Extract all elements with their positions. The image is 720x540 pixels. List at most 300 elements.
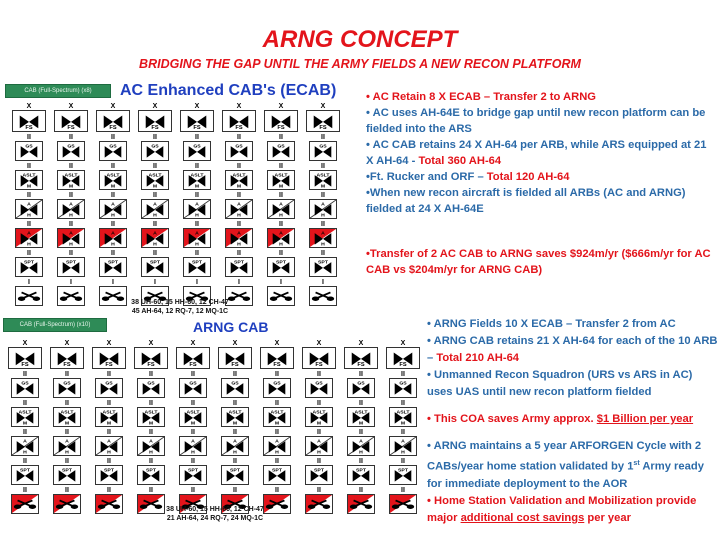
echelon-marker: II [233, 400, 237, 407]
unit-symbol-aslt [176, 163, 218, 190]
svg-text:ASLT: ASLT [396, 409, 410, 416]
svg-text:A: A [65, 438, 69, 445]
rotary-wing-icon [11, 436, 39, 456]
rotary-wing-icon [57, 170, 85, 190]
echelon-marker: II [153, 221, 157, 228]
rotary-wing-icon [305, 378, 333, 398]
svg-text:GS: GS [235, 143, 243, 150]
rotary-wing-icon [54, 110, 88, 132]
echelon-marker: II [275, 487, 279, 494]
unit-symbol-gs [88, 371, 130, 398]
rotary-wing-icon [137, 436, 165, 456]
svg-text:SPT: SPT [188, 467, 198, 474]
echelon-marker: II [317, 487, 321, 494]
echelon-marker: II [69, 163, 73, 170]
svg-text:H: H [233, 449, 237, 455]
rotary-wing-icon [95, 378, 123, 398]
rotary-wing-icon [141, 199, 169, 219]
rotary-wing-icon [302, 347, 336, 369]
echelon-marker: X [400, 340, 406, 347]
svg-text:ASLT: ASLT [64, 172, 78, 179]
svg-text:FS: FS [189, 362, 197, 368]
echelon-marker: X [278, 103, 284, 110]
rotary-wing-icon [179, 436, 207, 456]
echelon-marker: II [321, 192, 325, 199]
unit-symbol-gs [50, 134, 92, 161]
svg-text:H: H [191, 449, 195, 455]
echelon-marker: X [152, 103, 158, 110]
echelon-marker: II [27, 134, 31, 141]
rotary-wing-icon [57, 199, 85, 219]
echelon-marker: II [237, 163, 241, 170]
rotary-wing-icon [15, 199, 43, 219]
svg-text:H: H [27, 212, 31, 218]
rotary-wing-icon [267, 199, 295, 219]
unit-symbol-spt [4, 458, 46, 485]
rotary-wing-icon [344, 347, 378, 369]
svg-text:FS: FS [193, 125, 201, 131]
unit-symbol-a [172, 429, 214, 456]
svg-text:SPT: SPT [398, 467, 408, 474]
rotary-wing-icon [15, 228, 43, 248]
svg-text:H: H [195, 241, 199, 247]
echelon-marker: II [65, 487, 69, 494]
unit-symbol-a [50, 221, 92, 248]
ecab-note-3-total: Total 360 AH-64 [418, 155, 502, 167]
unit-symbol-a [302, 221, 344, 248]
unit-symbol-fs [382, 340, 424, 369]
echelon-marker: II [401, 400, 405, 407]
rotary-wing-icon [267, 170, 295, 190]
unit-symbol-spt [340, 458, 382, 485]
svg-text:ASLT: ASLT [270, 409, 284, 416]
svg-text:M: M [148, 420, 154, 426]
echelon-marker: II [27, 250, 31, 257]
svg-text:ASLT: ASLT [274, 172, 288, 179]
rotary-wing-icon [180, 110, 214, 132]
svg-text:H: H [237, 241, 241, 247]
svg-text:A: A [107, 438, 111, 445]
svg-text:A: A [191, 438, 195, 445]
rotary-wing-icon [53, 436, 81, 456]
ecab-aircraft-caption [120, 298, 240, 316]
svg-text:M: M [152, 183, 158, 189]
echelon-marker: II [233, 371, 237, 378]
unit-symbol-fs [88, 340, 130, 369]
echelon-marker: I [112, 279, 114, 286]
svg-text:SPT: SPT [356, 467, 366, 474]
svg-text:H: H [111, 212, 115, 218]
rotary-wing-icon [141, 257, 169, 277]
rotary-wing-icon [218, 347, 252, 369]
unit-symbol-spt [176, 250, 218, 277]
echelon-marker: II [237, 221, 241, 228]
arng-note-5 [427, 438, 719, 493]
unit-symbol-a [176, 192, 218, 219]
echelon-marker: II [195, 192, 199, 199]
svg-text:FS: FS [21, 362, 29, 368]
unit-symbol-uas [260, 279, 302, 306]
arng-note-2 [427, 333, 719, 367]
rotary-wing-icon [92, 347, 126, 369]
unit-symbol-uas [302, 279, 344, 306]
svg-text:M: M [194, 183, 200, 189]
unit-symbol-uas [4, 487, 46, 514]
rotary-wing-icon [183, 257, 211, 277]
unit-symbol-a [46, 429, 88, 456]
svg-text:SPT: SPT [314, 467, 324, 474]
page-subtitle: BRIDGING THE GAP UNTIL THE ARMY FIELDS A NEW RECON PLATFORM [139, 57, 581, 71]
unit-symbol-a [382, 429, 424, 456]
unit-symbol-fs [214, 340, 256, 369]
svg-text:FS: FS [315, 362, 323, 368]
svg-text:GS: GS [25, 143, 33, 150]
unit-symbol-aslt [256, 400, 298, 427]
svg-text:ASLT: ASLT [144, 409, 158, 416]
ecab-savings-note: •Transfer of 2 AC CAB to ARNG saves $924m/yr ($666m/yr for AC CAB vs $204m/yr for ARNG CAB) [366, 248, 711, 276]
echelon-marker: II [359, 429, 363, 436]
echelon-marker: II [107, 400, 111, 407]
echelon-marker: II [195, 250, 199, 257]
unit-symbol-a [130, 429, 172, 456]
echelon-marker: II [27, 221, 31, 228]
svg-text:FS: FS [277, 125, 285, 131]
arng-note-5-pre: • ARNG maintains a 5 year ARFORGEN Cycle with 2 CABs/year home station validated by 1 [427, 440, 702, 473]
svg-text:FS: FS [63, 362, 71, 368]
rotary-wing-icon [225, 199, 253, 219]
svg-text:ASLT: ASLT [106, 172, 120, 179]
svg-text:H: H [237, 212, 241, 218]
unit-symbol-aslt [214, 400, 256, 427]
svg-text:GS: GS [67, 143, 75, 150]
echelon-marker: II [23, 371, 27, 378]
echelon-marker: II [65, 458, 69, 465]
unit-symbol-aslt [8, 163, 50, 190]
svg-text:H: H [69, 212, 73, 218]
echelon-marker: II [279, 221, 283, 228]
svg-text:M: M [320, 183, 326, 189]
arng-note-4-text: • This COA saves Army approx. [427, 413, 597, 425]
arng-note-6-post: per year [584, 511, 631, 524]
svg-text:A: A [233, 438, 237, 445]
svg-text:H: H [65, 449, 69, 455]
ecab-caption-line1: 38 UH-60, 15 HH-60, 12 CH-47 [131, 299, 229, 306]
unit-symbol-gs [4, 371, 46, 398]
echelon-marker: II [279, 163, 283, 170]
svg-text:SPT: SPT [146, 467, 156, 474]
svg-text:A: A [275, 438, 279, 445]
echelon-marker: II [191, 400, 195, 407]
rotary-wing-icon [99, 257, 127, 277]
svg-text:ASLT: ASLT [232, 172, 246, 179]
svg-text:ASLT: ASLT [228, 409, 242, 416]
echelon-marker: II [359, 400, 363, 407]
unit-symbol-spt [214, 458, 256, 485]
echelon-marker: II [321, 250, 325, 257]
unit-symbol-gs [256, 371, 298, 398]
echelon-marker: X [320, 103, 326, 110]
echelon-marker: I [322, 279, 324, 286]
svg-text:A: A [321, 201, 325, 208]
rotary-wing-icon [225, 228, 253, 248]
svg-text:M: M [274, 420, 280, 426]
rotary-wing-icon [15, 257, 43, 277]
svg-text:ASLT: ASLT [22, 172, 36, 179]
rotary-wing-icon [15, 170, 43, 190]
unit-symbol-gs [260, 134, 302, 161]
svg-text:A: A [317, 438, 321, 445]
svg-text:H: H [23, 449, 27, 455]
rotary-wing-icon [309, 228, 337, 248]
unit-symbol-spt [256, 458, 298, 485]
svg-text:GS: GS [63, 380, 71, 387]
arng-caption-line2: 21 AH-64, 24 RQ-7, 24 MQ-1C [166, 515, 264, 522]
echelon-marker: II [27, 163, 31, 170]
echelon-marker: II [23, 429, 27, 436]
svg-text:GS: GS [109, 143, 117, 150]
arng-note-2-total: Total 210 AH-64 [436, 352, 520, 364]
svg-text:A: A [149, 438, 153, 445]
echelon-marker: II [27, 192, 31, 199]
unit-symbol-uas [46, 487, 88, 514]
echelon-marker: X [22, 340, 28, 347]
echelon-marker: II [69, 250, 73, 257]
svg-text:FS: FS [273, 362, 281, 368]
echelon-marker: II [149, 371, 153, 378]
svg-text:A: A [195, 230, 199, 237]
rotary-wing-icon [386, 347, 420, 369]
unit-symbol-a [92, 192, 134, 219]
svg-text:FS: FS [399, 362, 407, 368]
echelon-marker: II [107, 429, 111, 436]
echelon-marker: II [69, 134, 73, 141]
svg-text:A: A [111, 201, 115, 208]
arng-note-5-post: Army ready for immediate deployment to the AOR [427, 460, 704, 490]
echelon-marker: II [275, 429, 279, 436]
echelon-marker: II [111, 221, 115, 228]
unit-symbol-aslt [298, 400, 340, 427]
svg-text:SPT: SPT [192, 259, 202, 266]
svg-text:GS: GS [399, 380, 407, 387]
echelon-marker: I [280, 279, 282, 286]
svg-text:M: M [64, 420, 70, 426]
echelon-marker: II [321, 134, 325, 141]
unit-symbol-uas [50, 279, 92, 306]
ecab-note-5: •When new recon aircraft is fielded all ARBs (AC and ARNG) fielded at 24 X AH-64E [366, 187, 686, 215]
unit-symbol-aslt [172, 400, 214, 427]
unit-symbol-spt [260, 250, 302, 277]
svg-text:SPT: SPT [234, 259, 244, 266]
svg-text:GS: GS [193, 143, 201, 150]
uas-icon [15, 286, 43, 306]
ecab-note-2: • AC uses AH-64E to bridge gap until new recon platform can be fielded into the ARS [366, 107, 706, 135]
rotary-wing-icon [305, 407, 333, 427]
uas-icon [267, 286, 295, 306]
uas-icon [389, 494, 417, 514]
svg-text:A: A [27, 230, 31, 237]
arng-heading: ARNG CAB [193, 319, 269, 335]
svg-text:GS: GS [277, 143, 285, 150]
echelon-marker: II [111, 250, 115, 257]
svg-text:M: M [26, 183, 32, 189]
rotary-wing-icon [263, 436, 291, 456]
echelon-marker: II [195, 134, 199, 141]
rotary-wing-icon [95, 407, 123, 427]
unit-symbol-fs [8, 103, 50, 132]
echelon-marker: II [359, 487, 363, 494]
unit-symbol-aslt [130, 400, 172, 427]
svg-text:SPT: SPT [318, 259, 328, 266]
unit-symbol-a [88, 429, 130, 456]
rotary-wing-icon [347, 378, 375, 398]
rotary-wing-icon [309, 199, 337, 219]
rotary-wing-icon [11, 465, 39, 485]
rotary-wing-icon [305, 436, 333, 456]
echelon-marker: II [69, 221, 73, 228]
ecab-bar: CAB (Full-Spectrum) (x8) [5, 84, 111, 98]
svg-text:A: A [69, 201, 73, 208]
unit-symbol-fs [50, 103, 92, 132]
unit-symbol-gs [302, 134, 344, 161]
rotary-wing-icon [179, 407, 207, 427]
svg-text:ASLT: ASLT [186, 409, 200, 416]
rotary-wing-icon [96, 110, 130, 132]
rotary-wing-icon [53, 465, 81, 485]
svg-text:FS: FS [235, 125, 243, 131]
unit-symbol-fs [340, 340, 382, 369]
unit-symbol-fs [46, 340, 88, 369]
svg-text:A: A [153, 201, 157, 208]
svg-text:SPT: SPT [62, 467, 72, 474]
ecab-note-4-total: Total 120 AH-64 [486, 171, 570, 183]
svg-text:SPT: SPT [276, 259, 286, 266]
unit-symbol-gs [218, 134, 260, 161]
unit-symbol-a [92, 221, 134, 248]
unit-symbol-fs [260, 103, 302, 132]
echelon-marker: II [153, 134, 157, 141]
echelon-marker: II [359, 371, 363, 378]
rotary-wing-icon [95, 465, 123, 485]
svg-text:SPT: SPT [66, 259, 76, 266]
echelon-marker: II [191, 371, 195, 378]
svg-text:H: H [401, 449, 405, 455]
unit-symbol-a [8, 192, 50, 219]
echelon-marker: II [237, 250, 241, 257]
unit-symbol-uas [298, 487, 340, 514]
rotary-wing-icon [183, 141, 211, 161]
unit-symbol-spt [382, 458, 424, 485]
rotary-wing-icon [221, 378, 249, 398]
unit-symbol-gs [214, 371, 256, 398]
unit-symbol-a [298, 429, 340, 456]
arng-unit-grid [4, 340, 424, 516]
rotary-wing-icon [50, 347, 84, 369]
rotary-wing-icon [221, 465, 249, 485]
unit-symbol-aslt [302, 163, 344, 190]
arng-aircraft-caption [155, 505, 275, 523]
unit-symbol-fs [130, 340, 172, 369]
unit-symbol-gs [172, 371, 214, 398]
rotary-wing-icon [57, 141, 85, 161]
echelon-marker: X [194, 103, 200, 110]
svg-text:M: M [358, 420, 364, 426]
svg-text:M: M [400, 420, 406, 426]
uas-icon [53, 494, 81, 514]
unit-symbol-gs [340, 371, 382, 398]
svg-text:M: M [110, 183, 116, 189]
arng-caption-line1: 38 UH-60, 15 HH-60, 12 CH-47 [166, 506, 264, 513]
rotary-wing-icon [11, 378, 39, 398]
rotary-wing-icon [267, 141, 295, 161]
arng-note-1: • ARNG Fields 10 X ECAB – Transfer 2 from AC [427, 318, 676, 330]
echelon-marker: II [69, 192, 73, 199]
svg-text:FS: FS [105, 362, 113, 368]
unit-symbol-spt [88, 458, 130, 485]
rotary-wing-icon [11, 407, 39, 427]
unit-symbol-a [340, 429, 382, 456]
echelon-marker: X [68, 103, 74, 110]
svg-text:FS: FS [231, 362, 239, 368]
svg-text:A: A [321, 230, 325, 237]
rotary-wing-icon [222, 110, 256, 132]
unit-symbol-a [134, 221, 176, 248]
svg-text:H: H [317, 449, 321, 455]
echelon-marker: II [149, 487, 153, 494]
echelon-marker: X [110, 103, 116, 110]
rotary-wing-icon [137, 378, 165, 398]
svg-text:H: H [111, 241, 115, 247]
ecab-caption-line2: 45 AH-64, 12 RQ-7, 12 MQ-1C [131, 308, 229, 315]
svg-text:GS: GS [357, 380, 365, 387]
unit-symbol-aslt [340, 400, 382, 427]
rotary-wing-icon [8, 347, 42, 369]
svg-text:SPT: SPT [272, 467, 282, 474]
unit-symbol-aslt [218, 163, 260, 190]
rotary-wing-icon [221, 407, 249, 427]
rotary-wing-icon [53, 378, 81, 398]
unit-symbol-a [260, 192, 302, 219]
rotary-wing-icon [179, 378, 207, 398]
unit-symbol-uas [382, 487, 424, 514]
uas-icon [95, 494, 123, 514]
arng-note-3: • Unmanned Recon Squadron (URS vs ARS in AC) uses UAS until new recon platform fielded [427, 369, 693, 398]
arng-note-6-pre: • Home Station Validation and Mobilization provide major [427, 494, 697, 524]
svg-text:ASLT: ASLT [190, 172, 204, 179]
rotary-wing-icon [267, 228, 295, 248]
arng-notes [427, 316, 719, 527]
svg-text:GS: GS [147, 380, 155, 387]
unit-symbol-a [256, 429, 298, 456]
svg-text:H: H [279, 212, 283, 218]
echelon-marker: X [236, 103, 242, 110]
echelon-marker: II [191, 429, 195, 436]
unit-symbol-a [50, 192, 92, 219]
echelon-marker: II [401, 458, 405, 465]
arng-note-6-underlined: additional cost savings [460, 511, 585, 524]
echelon-marker: II [317, 429, 321, 436]
svg-text:H: H [359, 449, 363, 455]
unit-symbol-aslt [4, 400, 46, 427]
svg-text:GS: GS [231, 380, 239, 387]
echelon-marker: II [111, 134, 115, 141]
echelon-marker: X [190, 340, 196, 347]
svg-text:H: H [107, 449, 111, 455]
echelon-marker: II [149, 458, 153, 465]
rotary-wing-icon [309, 141, 337, 161]
echelon-marker: I [70, 279, 72, 286]
rotary-wing-icon [141, 170, 169, 190]
unit-symbol-a [176, 221, 218, 248]
